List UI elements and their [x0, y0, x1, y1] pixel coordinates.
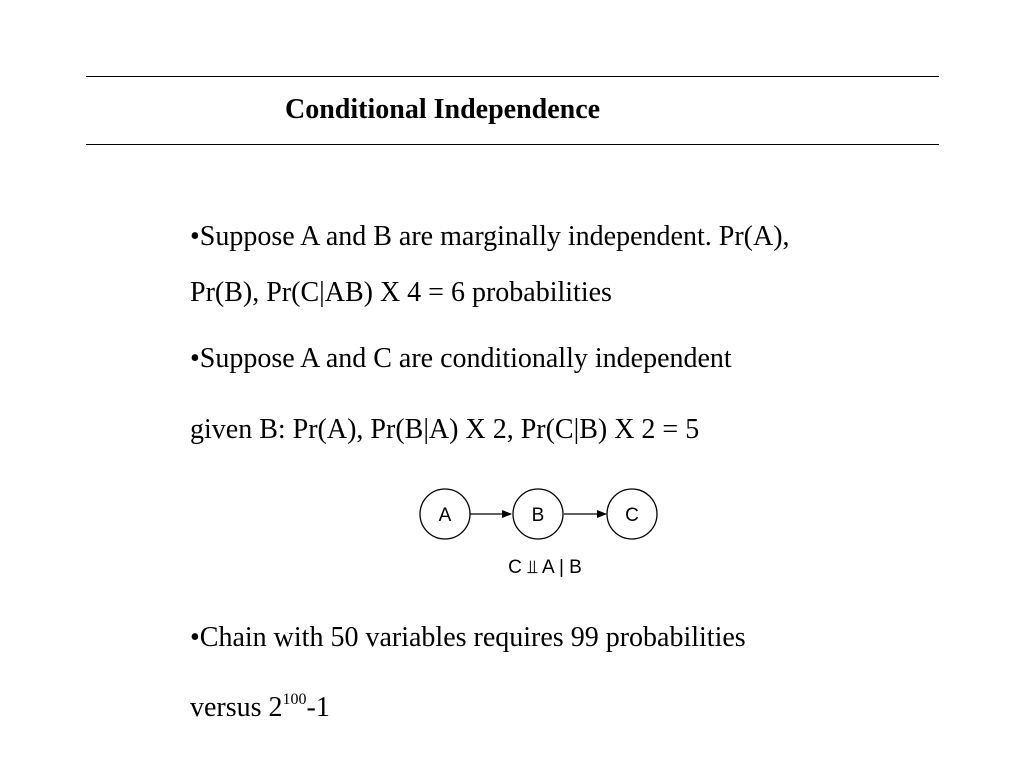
top-rule: [86, 76, 939, 77]
bullet-chain-line-1: •Chain with 50 variables requires 99 probabilities: [190, 622, 746, 653]
chain-diagram: [400, 470, 700, 590]
bullet-marginal-line-2: Pr(B), Pr(C|AB) X 4 = 6 probabilities: [190, 277, 612, 308]
bullet-marginal-line-1: •Suppose A and B are marginally independent. Pr(A),: [190, 221, 790, 252]
bullet-conditional-line-1: •Suppose A and C are conditionally independent: [190, 343, 732, 374]
bullet-conditional-line-2: given B: Pr(A), Pr(B|A) X 2, Pr(C|B) X 2 = 5: [190, 414, 700, 445]
node-a: [420, 489, 470, 539]
slide-title: Conditional Independence: [285, 94, 601, 125]
independence-caption: C ⫫ A | B: [508, 557, 582, 578]
bottom-rule: [86, 144, 939, 145]
exponent: 100: [282, 691, 307, 708]
bullet-chain-line-2: [190, 691, 330, 723]
node-b-label: B: [531, 505, 545, 526]
node-a-label: A: [438, 505, 452, 526]
node-c: [607, 489, 657, 539]
minus-one-text: -1: [306, 692, 330, 723]
versus-text: versus 2: [190, 692, 283, 723]
node-b: [513, 489, 563, 539]
node-c-label: C: [625, 505, 639, 526]
